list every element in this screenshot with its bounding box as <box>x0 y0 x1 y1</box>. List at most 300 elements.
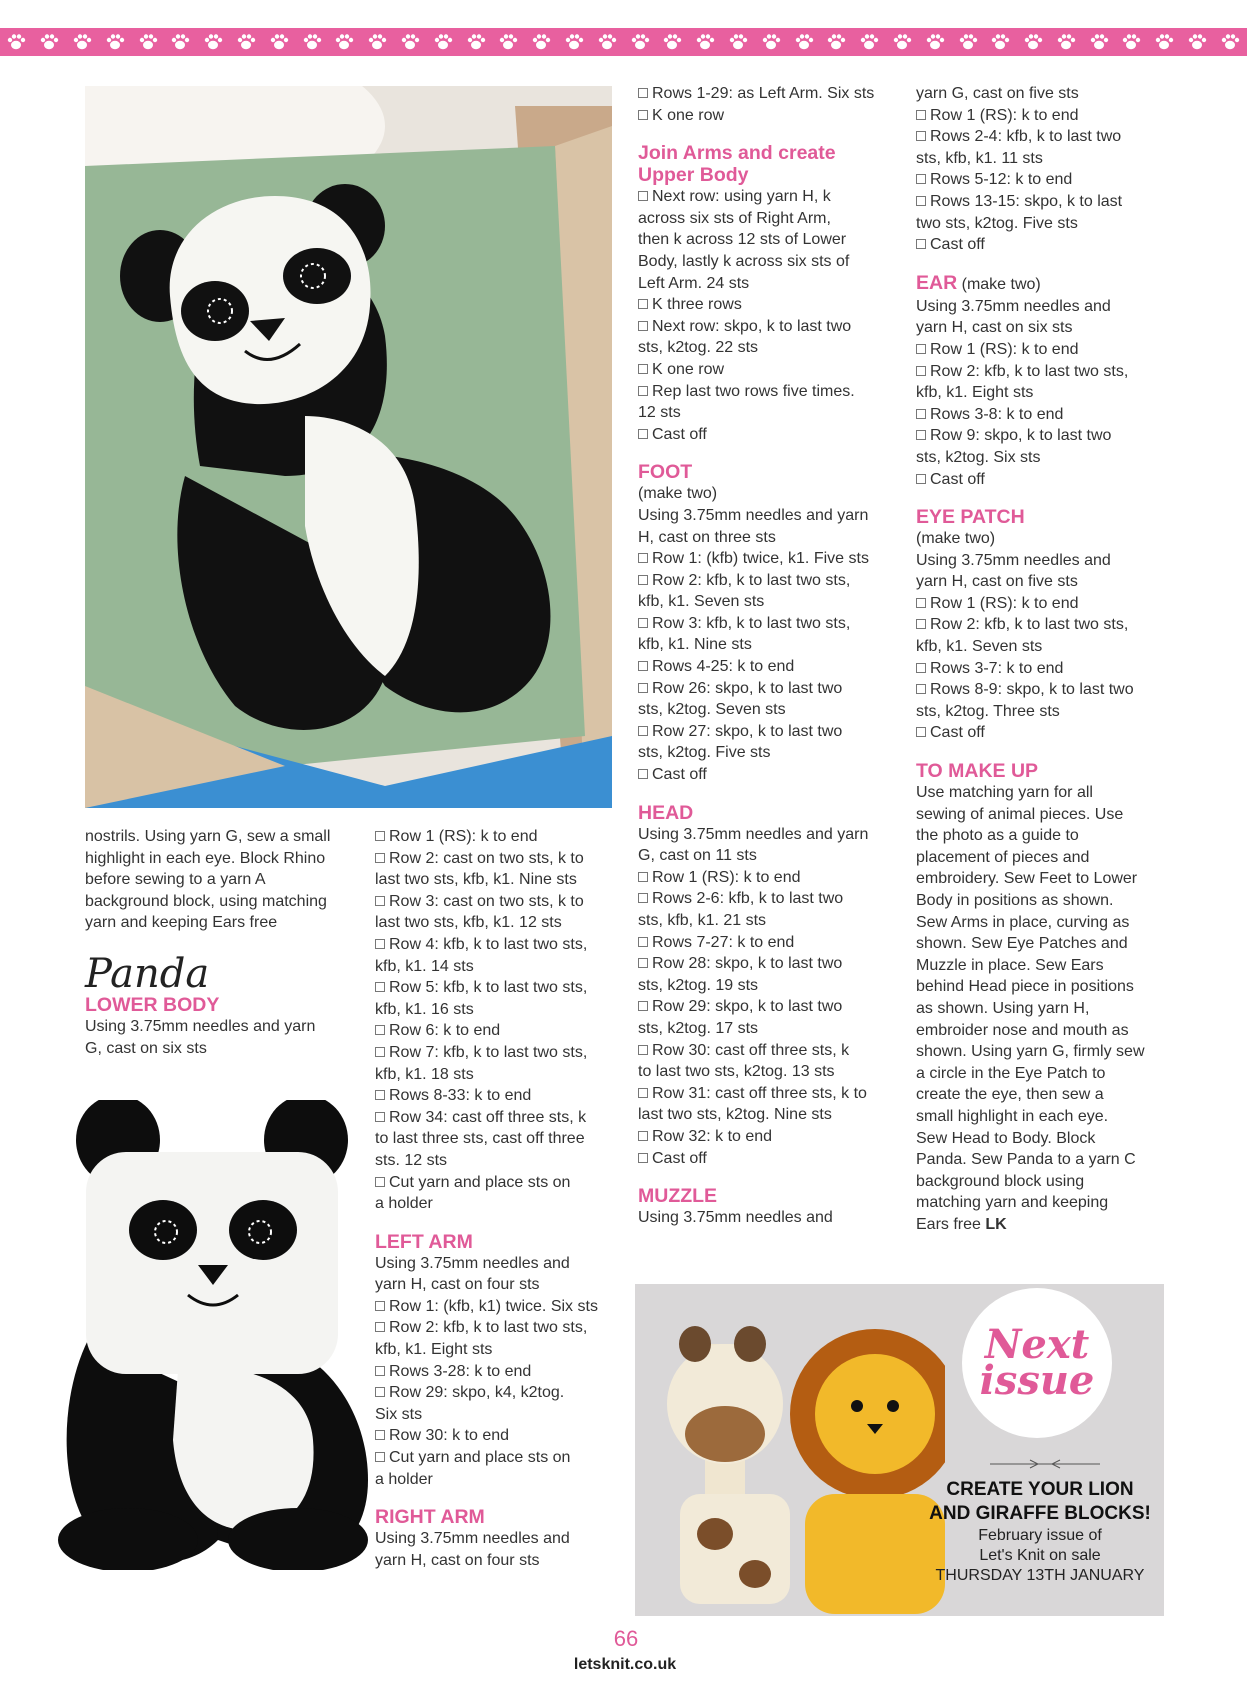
checkbox-icon[interactable] <box>638 299 648 309</box>
body-text-line: highlight in each eye. Block Rhino <box>85 849 326 867</box>
paw-icon <box>590 31 623 53</box>
checkbox-icon[interactable] <box>916 409 926 419</box>
column-1 <box>85 826 345 934</box>
paw-icon <box>1115 31 1148 53</box>
checkbox-icon[interactable] <box>375 1322 385 1332</box>
author-initials: LK <box>985 1215 1007 1233</box>
checkbox-icon[interactable] <box>638 661 648 671</box>
pattern-row <box>916 658 1166 680</box>
checkbox-icon[interactable] <box>916 131 926 141</box>
body-text-line: Body in positions as shown. <box>916 892 1114 909</box>
footer-url-link[interactable]: letsknit.co.uk <box>573 1656 677 1673</box>
checkbox-icon[interactable] <box>638 872 648 882</box>
paw-icon <box>164 31 197 53</box>
pattern-row <box>638 229 888 251</box>
muzzle-heading: MUZZLE <box>638 1185 718 1208</box>
checkbox-icon[interactable] <box>375 939 385 949</box>
join-arms-heading <box>638 142 888 186</box>
pattern-row <box>638 764 888 786</box>
pattern-row-text: Row 9: skpo, k to last two <box>930 427 1112 445</box>
pattern-row <box>916 361 1166 383</box>
body-text-line: Using 3.75mm needles and <box>375 1530 570 1548</box>
pattern-row <box>916 722 1166 744</box>
checkbox-icon[interactable] <box>638 364 648 374</box>
promo-line-1: February issue of <box>978 1527 1102 1544</box>
body-text-line: (make two) <box>638 485 718 503</box>
pattern-row-text: Cast off <box>930 470 985 488</box>
pattern-row <box>375 1107 625 1129</box>
paw-print-banner <box>0 28 1247 56</box>
body-text-line: Using 3.75mm needles and <box>375 1254 570 1272</box>
panda-title <box>85 951 210 997</box>
pattern-row-text: sts, k2tog. Five sts <box>638 744 771 762</box>
paw-icon <box>98 31 131 53</box>
checkbox-icon[interactable] <box>916 196 926 206</box>
body-text-line: matching yarn and keeping <box>916 1194 1109 1212</box>
checkbox-icon[interactable] <box>638 683 648 693</box>
eye-patch-heading: EYE PATCH <box>916 506 1025 529</box>
pattern-row <box>375 1193 625 1215</box>
pattern-row <box>375 912 625 934</box>
pattern-row-text: K one row <box>652 106 725 124</box>
pattern-row-text: Row 2: cast on two sts, k to <box>389 849 584 867</box>
checkbox-icon[interactable] <box>916 619 926 629</box>
checkbox-icon[interactable] <box>638 88 648 98</box>
column-3 <box>638 83 888 1229</box>
checkbox-icon[interactable] <box>638 110 648 120</box>
pattern-row-text: Row 1 (RS): k to end <box>930 594 1079 612</box>
paw-icon <box>656 31 689 53</box>
checkbox-icon[interactable] <box>638 1153 648 1163</box>
pattern-row <box>638 424 888 446</box>
paw-icon <box>558 31 591 53</box>
pattern-row-text: Row 7: kfb, k to last two sts, <box>389 1043 588 1061</box>
body-text-line: embroidery. Sew Feet to Lower <box>916 870 1138 888</box>
body-text-line: yarn G, cast on five sts <box>916 85 1079 102</box>
pattern-row-text: Rows 5-12: k to end <box>930 171 1073 189</box>
pattern-row-text: Row 1 (RS): k to end <box>389 828 538 845</box>
promo-headline-2: AND GIRAFFE BLOCKS! <box>929 1503 1151 1524</box>
paw-icon <box>918 31 951 53</box>
body-text-line: yarn and keeping Ears free <box>85 914 278 932</box>
pattern-row-text: Next row: using yarn H, k <box>652 188 831 206</box>
body-text-line: small highlight in each eye. <box>916 1107 1109 1125</box>
pattern-row <box>638 591 888 613</box>
pattern-row <box>375 1128 625 1150</box>
checkbox-icon[interactable] <box>375 1112 385 1122</box>
lower-body-heading: LOWER BODY <box>85 994 220 1016</box>
finished-panda-photo <box>48 1100 378 1570</box>
pattern-row <box>638 105 888 127</box>
pattern-row <box>638 251 888 273</box>
checkbox-icon[interactable] <box>638 618 648 628</box>
pattern-row <box>638 1018 888 1040</box>
pattern-row <box>638 634 888 656</box>
right-arm-heading: RIGHT ARM <box>375 1506 485 1529</box>
pattern-row-text: Row 26: skpo, k to last two <box>652 679 843 697</box>
pattern-row-text: Rows 2-4: kfb, k to last two <box>930 128 1122 146</box>
promo-headline-1: CREATE YOUR LION <box>946 1479 1134 1500</box>
checkbox-icon[interactable] <box>375 1430 385 1440</box>
checkbox-icon[interactable] <box>638 429 648 439</box>
pattern-row <box>916 679 1166 701</box>
pattern-row-text: sts, k2tog. Three sts <box>916 702 1060 720</box>
checkbox-icon[interactable] <box>638 553 648 563</box>
pattern-row-text: Cast off <box>930 724 985 742</box>
pattern-row <box>638 996 888 1018</box>
left-arm-heading: LEFT ARM <box>375 1230 473 1253</box>
checkbox-icon[interactable] <box>375 1301 385 1311</box>
pattern-row <box>638 1126 888 1148</box>
column-4 <box>916 83 1166 1236</box>
pattern-row <box>916 105 1166 127</box>
pattern-row-text: last two sts, kfb, k1. Nine sts <box>375 871 577 889</box>
pattern-row-text: sts, kfb, k1. 21 sts <box>638 912 767 929</box>
body-text-line: create the eye, then sew a <box>916 1086 1104 1104</box>
pattern-row-text: kfb, k1. Seven sts <box>638 593 765 611</box>
closing-text: Ears free <box>916 1215 986 1233</box>
pattern-row <box>638 83 888 105</box>
paw-icon <box>295 31 328 53</box>
body-text-line: H, cast on three sts <box>638 528 776 546</box>
paw-icon <box>853 31 886 53</box>
pattern-row <box>375 826 625 848</box>
pattern-row <box>375 1425 625 1447</box>
checkbox-icon[interactable] <box>375 1025 385 1035</box>
pattern-row-text: Row 2: kfb, k to last two sts, <box>930 616 1129 634</box>
pattern-row-text: kfb, k1. Eight sts <box>916 384 1034 402</box>
paw-icon <box>1213 31 1246 53</box>
badge-line-1: Next <box>984 1321 1090 1368</box>
checkbox-icon[interactable] <box>916 174 926 184</box>
pattern-row <box>638 548 888 570</box>
paw-icon <box>722 31 755 53</box>
panda-script-title: Panda <box>85 951 210 997</box>
body-text-line: as shown. Using yarn H, <box>916 999 1090 1017</box>
make-up-heading: TO MAKE UP <box>916 760 1039 783</box>
pattern-row <box>638 316 888 338</box>
page-number: 66 <box>613 1626 639 1651</box>
checkbox-icon[interactable] <box>638 937 648 947</box>
arrow-divider-icon <box>990 1458 1100 1470</box>
next-issue-badge <box>962 1288 1112 1438</box>
pattern-row <box>916 593 1166 615</box>
pattern-row-text: K one row <box>652 360 725 378</box>
checkbox-icon[interactable] <box>375 1366 385 1376</box>
pattern-row-text: Rows 8-33: k to end <box>389 1087 532 1105</box>
paw-icon <box>951 31 984 53</box>
join-arms-heading-line: Join Arms and create <box>638 142 836 165</box>
pattern-row-text: Six sts <box>375 1405 423 1423</box>
pattern-row <box>916 469 1166 491</box>
pattern-row <box>375 1020 625 1042</box>
pattern-row <box>638 1061 888 1083</box>
pattern-row <box>638 186 888 208</box>
pattern-row-text: Row 2: kfb, k to last two sts, <box>652 571 851 589</box>
paw-icon <box>1148 31 1181 53</box>
pattern-row-text: sts. 12 sts <box>375 1151 448 1169</box>
body-text-line: Using 3.75mm needles and <box>916 297 1111 315</box>
panda-block-photo <box>85 86 612 808</box>
pattern-row <box>375 1447 625 1469</box>
pattern-row-text: Row 1: (kfb) twice, k1. Five sts <box>652 550 869 568</box>
body-text-line: Sew Head to Body. Block <box>916 1129 1096 1147</box>
pattern-row <box>916 701 1166 723</box>
checkbox-icon[interactable] <box>638 1045 648 1055</box>
pattern-row <box>638 294 888 316</box>
pattern-row-text: last two sts, kfb, k1. 12 sts <box>375 914 562 932</box>
checkbox-icon[interactable] <box>916 110 926 120</box>
checkbox-icon[interactable] <box>375 853 385 863</box>
pattern-row <box>375 1317 625 1339</box>
pattern-row-text: to last three sts, cast off three <box>375 1130 585 1148</box>
paw-icon <box>886 31 919 53</box>
lion-giraffe-photo <box>635 1284 945 1616</box>
checkbox-icon[interactable] <box>638 1088 648 1098</box>
pattern-row <box>375 1339 625 1361</box>
pattern-row-text: Row 1 (RS): k to end <box>930 340 1079 358</box>
paw-icon <box>66 31 99 53</box>
next-issue-text <box>920 1478 1160 1586</box>
pattern-row-text: Row 3: kfb, k to last two sts, <box>652 614 851 632</box>
pattern-row <box>638 337 888 359</box>
body-text-line: shown. Sew Eye Patches and <box>916 935 1128 953</box>
pattern-row-text: kfb, k1. Nine sts <box>638 636 752 654</box>
paw-icon <box>426 31 459 53</box>
pattern-row-text: Cast off <box>652 1149 707 1167</box>
pattern-row <box>916 447 1166 469</box>
pattern-row-text: Row 2: kfb, k to last two sts, <box>389 1319 588 1337</box>
head-heading: HEAD <box>638 801 694 824</box>
pattern-row <box>916 339 1166 361</box>
checkbox-icon[interactable] <box>916 366 926 376</box>
body-text-line: nostrils. Using yarn G, sew a small <box>85 828 331 845</box>
paw-icon <box>230 31 263 53</box>
pattern-row-text: Rows 2-6: kfb, k to last two <box>652 890 844 908</box>
pattern-row-text: sts, k2tog. 22 sts <box>638 339 759 357</box>
promo-line-2: Let's Knit on sale <box>979 1547 1101 1564</box>
paw-icon <box>1082 31 1115 53</box>
pattern-row <box>375 1172 625 1194</box>
body-text-line: yarn H, cast on four sts <box>375 1276 540 1294</box>
pattern-row-text: Row 27: skpo, k to last two <box>652 722 843 740</box>
pattern-row-text: to last two sts, k2tog. 13 sts <box>638 1063 835 1081</box>
body-text-line: Panda. Sew Panda to a yarn C <box>916 1151 1136 1169</box>
checkbox-icon[interactable] <box>638 726 648 736</box>
paw-icon <box>328 31 361 53</box>
checkbox-icon[interactable] <box>916 598 926 608</box>
paw-icon <box>197 31 230 53</box>
paw-icon <box>1017 31 1050 53</box>
pattern-row <box>638 721 888 743</box>
pattern-row-text: Row 1 (RS): k to end <box>930 106 1079 124</box>
checkbox-icon[interactable] <box>916 727 926 737</box>
body-text-line: Using 3.75mm needles and yarn <box>638 825 869 843</box>
pattern-row-text: Body, lastly k across six sts of <box>638 252 850 270</box>
pattern-row-text: Row 1 (RS): k to end <box>652 868 801 886</box>
body-text-line: Using 3.75mm needles and <box>916 551 1111 569</box>
pattern-row-text: Row 30: cast off three sts, k <box>652 1041 850 1059</box>
pattern-row-text: Row 29: skpo, k to last two <box>652 998 843 1016</box>
checkbox-icon[interactable] <box>638 386 648 396</box>
pattern-row-text: sts, k2tog. Seven sts <box>638 701 786 719</box>
badge-line-2: issue <box>979 1357 1095 1404</box>
pattern-row <box>638 932 888 954</box>
paw-icon <box>820 31 853 53</box>
paw-icon <box>492 31 525 53</box>
pattern-row <box>638 656 888 678</box>
body-text-line: embroider nose and mouth as <box>916 1021 1129 1039</box>
body-text-line: the photo as a guide to <box>916 827 1079 845</box>
paw-icon <box>33 31 66 53</box>
pattern-row-text: sts, kfb, k1. 11 sts <box>916 149 1043 167</box>
pattern-row-text: Row 30: k to end <box>389 1427 510 1445</box>
checkbox-icon[interactable] <box>375 1387 385 1397</box>
pattern-row-text: Cut yarn and place sts on <box>389 1449 571 1467</box>
pattern-row-text: sts, k2tog. 17 sts <box>638 1019 759 1037</box>
pattern-row <box>375 999 625 1021</box>
checkbox-icon[interactable] <box>375 1177 385 1187</box>
pattern-row-text: Rows 1-29: as Left Arm. Six sts <box>652 85 875 102</box>
checkbox-icon[interactable] <box>916 474 926 484</box>
body-text-line: background block using <box>916 1172 1085 1190</box>
body-text-line: background block, using matching <box>85 892 327 910</box>
pattern-row <box>638 742 888 764</box>
paw-icon <box>262 31 295 53</box>
checkbox-icon[interactable] <box>375 1090 385 1100</box>
pattern-row-text: Left Arm. 24 sts <box>638 274 750 292</box>
body-text-line: shown. Using yarn G, firmly sew <box>916 1043 1145 1061</box>
checkbox-icon[interactable] <box>638 893 648 903</box>
pattern-row <box>375 891 625 913</box>
body-text-line: a circle in the Eye Patch to <box>916 1064 1106 1082</box>
checkbox-icon[interactable] <box>638 1131 648 1141</box>
pattern-row <box>638 953 888 975</box>
checkbox-icon[interactable] <box>916 239 926 249</box>
foot-heading: FOOT <box>638 461 693 484</box>
pattern-row <box>638 273 888 295</box>
pattern-row-text: a holder <box>375 1195 433 1213</box>
pattern-row <box>638 359 888 381</box>
pattern-row <box>638 678 888 700</box>
checkbox-icon[interactable] <box>638 769 648 779</box>
pattern-row-text: then k across 12 sts of Lower <box>638 231 847 249</box>
paw-icon <box>361 31 394 53</box>
pattern-row <box>638 1148 888 1170</box>
pattern-row-text: Rows 4-25: k to end <box>652 658 795 676</box>
pattern-row-text: Rows 3-7: k to end <box>930 659 1064 677</box>
pattern-row <box>375 1150 625 1172</box>
pattern-row-text: a holder <box>375 1470 433 1488</box>
paw-icon <box>623 31 656 53</box>
pattern-row <box>375 1382 625 1404</box>
checkbox-icon[interactable] <box>638 191 648 201</box>
pattern-row-text: Rows 3-28: k to end <box>389 1362 532 1380</box>
pattern-row-text: last two sts, k2tog. Nine sts <box>638 1106 832 1124</box>
pattern-row <box>375 977 625 999</box>
pattern-row <box>638 1040 888 1062</box>
pattern-row <box>375 1064 625 1086</box>
body-text-line: behind Head piece in positions <box>916 978 1134 996</box>
body-text-line: Muzzle in place. Sew Ears <box>916 956 1104 974</box>
pattern-row-text: Row 34: cast off three sts, k <box>389 1108 587 1126</box>
pattern-row <box>375 934 625 956</box>
pattern-row <box>916 234 1166 256</box>
pattern-row-text: Row 1: (kfb, k1) twice. Six sts <box>389 1297 598 1315</box>
pattern-row-text: Rows 7-27: k to end <box>652 933 795 951</box>
pattern-row-text: Rows 8-9: skpo, k to last two <box>930 681 1134 699</box>
join-arms-heading-line: Upper Body <box>638 164 749 187</box>
ear-heading-suffix: (make two) <box>957 275 1041 293</box>
pattern-row <box>375 848 625 870</box>
checkbox-icon[interactable] <box>375 1047 385 1057</box>
checkbox-icon[interactable] <box>375 1452 385 1462</box>
body-text-line: placement of pieces and <box>916 848 1090 866</box>
pattern-row-text: Next row: skpo, k to last two <box>652 317 852 335</box>
pattern-row-text: kfb, k1. 14 sts <box>375 957 474 975</box>
pattern-row-text: Row 5: kfb, k to last two sts, <box>389 979 588 997</box>
checkbox-icon[interactable] <box>638 321 648 331</box>
pattern-row <box>638 208 888 230</box>
pattern-row-text: kfb, k1. Seven sts <box>916 638 1043 656</box>
pattern-row-text: Rows 13-15: skpo, k to last <box>930 192 1123 210</box>
pattern-row <box>916 404 1166 426</box>
pattern-row-text: Row 32: k to end <box>652 1127 773 1145</box>
checkbox-icon[interactable] <box>375 831 385 841</box>
pattern-row <box>375 956 625 978</box>
body-text-line <box>916 1214 1166 1236</box>
body-text-line: sewing of animal pieces. Use <box>916 805 1124 823</box>
checkbox-icon[interactable] <box>375 896 385 906</box>
ear-heading-label: EAR <box>916 271 958 294</box>
paw-icon <box>459 31 492 53</box>
pattern-row <box>916 425 1166 447</box>
body-text-line: Using 3.75mm needles and <box>638 1209 833 1227</box>
paw-icon <box>1181 31 1214 53</box>
pattern-row <box>916 148 1166 170</box>
pattern-row <box>916 126 1166 148</box>
pattern-row-text: Row 29: skpo, k4, k2tog. <box>389 1384 565 1402</box>
checkbox-icon[interactable] <box>916 430 926 440</box>
pattern-row <box>638 699 888 721</box>
lower-body-section <box>85 994 345 1059</box>
checkbox-icon[interactable] <box>638 575 648 585</box>
checkbox-icon[interactable] <box>638 958 648 968</box>
checkbox-icon[interactable] <box>638 1001 648 1011</box>
intro-text <box>85 826 345 934</box>
paw-icon <box>984 31 1017 53</box>
body-text-line: yarn H, cast on six sts <box>916 319 1073 337</box>
pattern-row <box>375 1404 625 1426</box>
paw-icon <box>1050 31 1083 53</box>
paw-icon <box>394 31 427 53</box>
pattern-row <box>916 636 1166 658</box>
body-text-line: G, cast on six sts <box>85 1039 207 1057</box>
column-2 <box>375 826 625 1571</box>
pattern-row-text: sts, k2tog. Six sts <box>916 448 1041 466</box>
checkbox-icon[interactable] <box>916 684 926 694</box>
pattern-row-text: Row 28: skpo, k to last two <box>652 955 843 973</box>
pattern-row <box>638 867 888 889</box>
pattern-row-text: sts, k2tog. 19 sts <box>638 976 759 994</box>
paw-icon <box>787 31 820 53</box>
checkbox-icon[interactable] <box>916 663 926 673</box>
pattern-row <box>916 191 1166 213</box>
ear-heading <box>916 272 1166 296</box>
pattern-row <box>375 869 625 891</box>
checkbox-icon[interactable] <box>916 344 926 354</box>
checkbox-icon[interactable] <box>375 982 385 992</box>
